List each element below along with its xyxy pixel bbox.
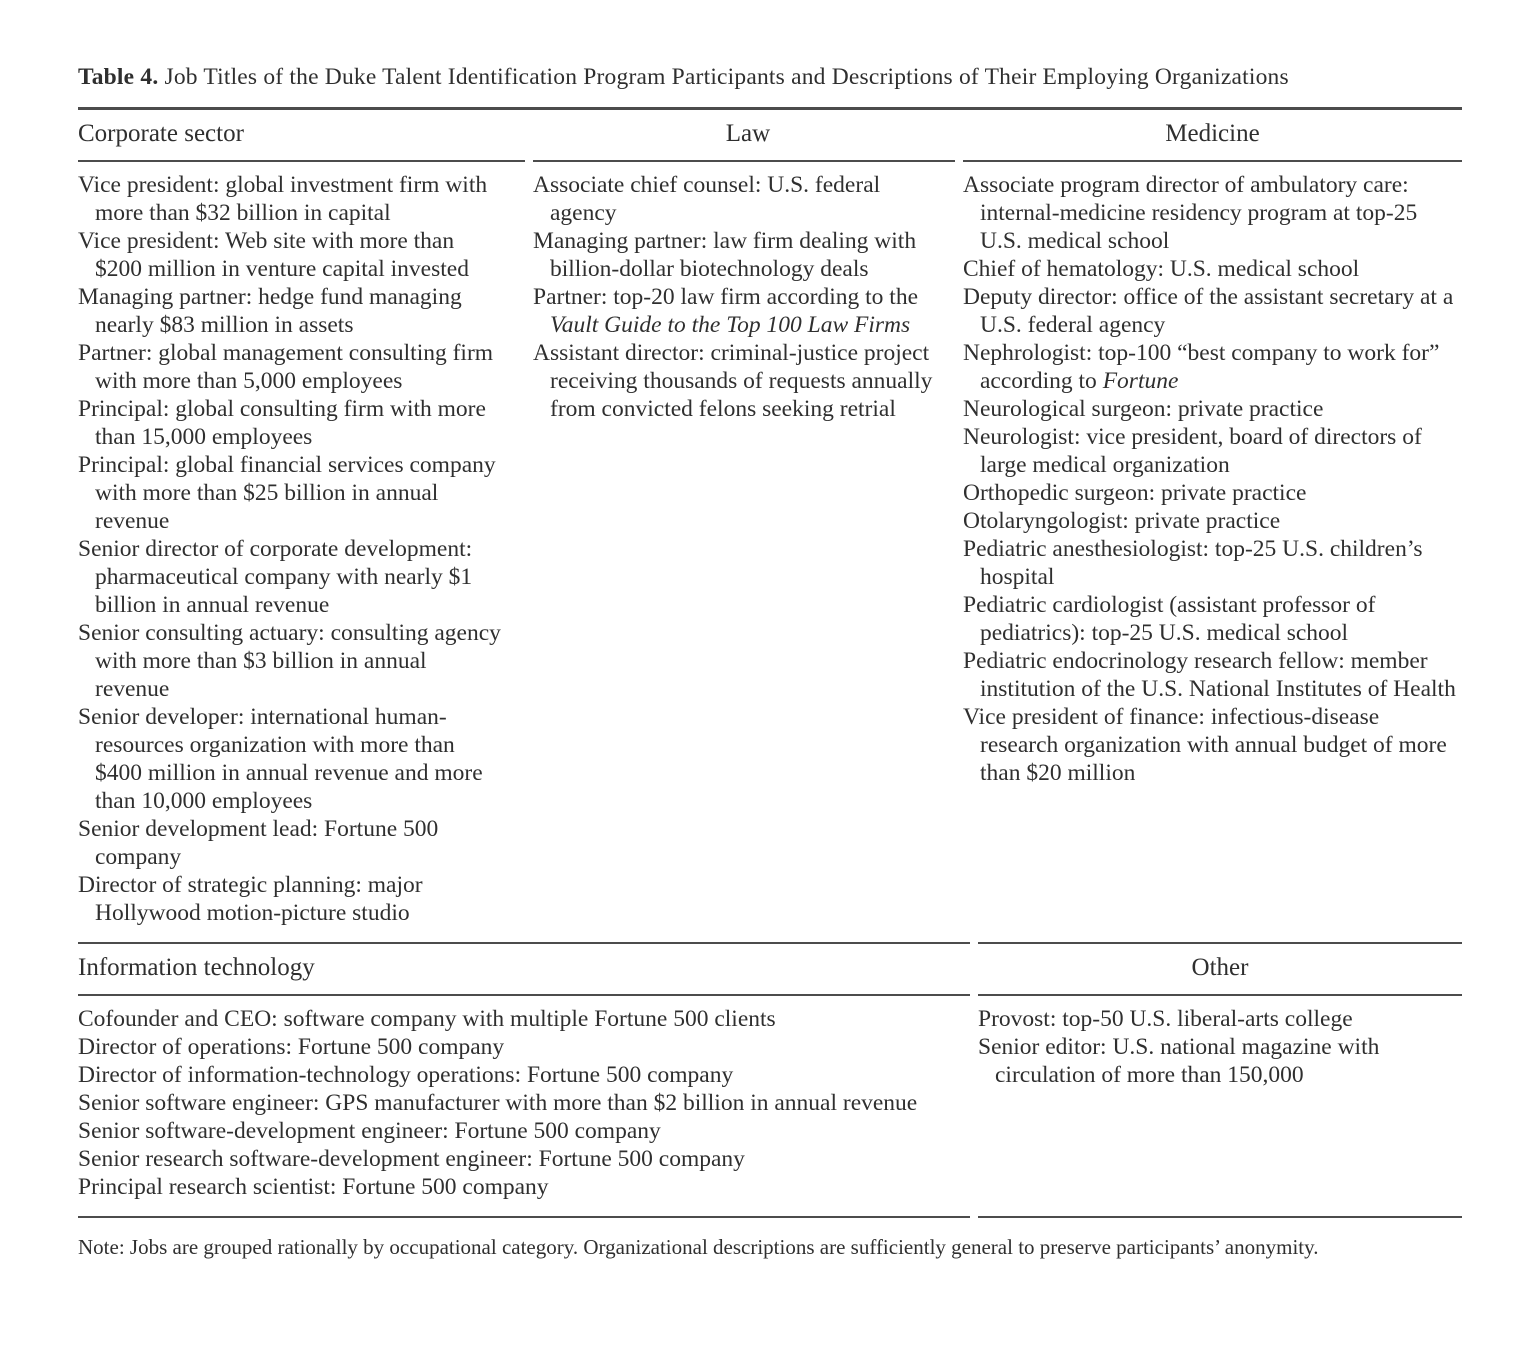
plain-text: Otolaryngologist: private practice <box>963 508 1281 534</box>
plain-text: Neurologist: vice president, board of directors of large medical organization <box>963 424 1422 478</box>
job-list <box>78 171 533 927</box>
rule-segment <box>978 994 1462 996</box>
section-header-row <box>78 110 1462 160</box>
plain-text: Vice president: Web site with more than $200 million in venture capital invested <box>78 228 469 282</box>
job-item <box>78 395 505 451</box>
job-item <box>78 1033 950 1061</box>
column-header: Other <box>1191 954 1249 981</box>
plain-text: Senior consulting actuary: consulting agency with more than $3 billion in annual revenue <box>78 620 501 702</box>
job-item <box>963 171 1462 255</box>
job-item <box>78 1145 950 1173</box>
plain-text: Managing partner: hedge fund managing nearly $83 million in assets <box>78 284 462 338</box>
plain-text: Provost: top-50 U.S. liberal-arts college <box>978 1006 1353 1032</box>
job-item <box>963 339 1462 395</box>
plain-text: Vice president of finance: infectious-disease research organization with annual budget of more than $20 million <box>963 704 1447 786</box>
job-item <box>963 283 1462 339</box>
section-rule <box>78 1216 1462 1218</box>
section-body-row <box>78 162 1462 942</box>
job-item <box>963 703 1462 787</box>
plain-text: Managing partner: law firm dealing with billion-dollar biotechnology deals <box>533 228 917 282</box>
plain-text: Pediatric anesthesiologist: top-25 U.S. children’s hospital <box>963 536 1423 590</box>
section-rule <box>78 994 1462 996</box>
job-item <box>78 619 505 703</box>
section-rule <box>78 160 1462 162</box>
plain-text: Nephrologist: top-100 “best company to work for” according to <box>963 340 1440 394</box>
plain-text: Director of operations: Fortune 500 company <box>78 1034 505 1060</box>
column-header: Law <box>725 120 771 147</box>
job-item <box>78 815 505 871</box>
job-item <box>78 339 505 395</box>
column-header: Information technology <box>78 954 315 981</box>
job-list <box>533 171 963 927</box>
job-item <box>78 1005 950 1033</box>
plain-text: Senior research software-development engineer: Fortune 500 company <box>78 1146 745 1172</box>
job-item <box>963 647 1462 703</box>
job-item <box>963 535 1462 591</box>
plain-text: Senior software-development engineer: Fortune 500 company <box>78 1118 661 1144</box>
column-header: Medicine <box>1165 120 1260 147</box>
job-item <box>533 227 935 283</box>
section-body-row <box>78 996 1462 1216</box>
job-item <box>78 1089 950 1117</box>
table-title <box>78 62 1462 92</box>
table-sections <box>78 110 1462 1218</box>
job-item <box>78 871 505 927</box>
plain-text: Cofounder and CEO: software company with multiple Fortune 500 clients <box>78 1006 776 1032</box>
job-item <box>78 1173 950 1201</box>
job-item <box>978 1033 1462 1089</box>
plain-text: Vice president: global investment firm with more than $32 billion in capital <box>78 172 488 226</box>
section-header-row <box>78 944 1462 994</box>
plain-text: Orthopedic surgeon: private practice <box>963 480 1307 506</box>
job-item <box>963 507 1462 535</box>
job-item <box>963 479 1462 507</box>
job-item <box>78 703 505 815</box>
job-list <box>78 1005 978 1201</box>
plain-text: Senior software engineer: GPS manufacturer with more than $2 billion in annual revenue <box>78 1090 918 1116</box>
rule-segment <box>533 160 955 162</box>
job-item <box>963 423 1462 479</box>
plain-text: Associate chief counsel: U.S. federal agency <box>533 172 881 226</box>
plain-text: Associate program director of ambulatory care: internal-medicine residency program at top-25 U.S. medical school <box>963 172 1418 254</box>
job-item <box>963 591 1462 647</box>
plain-text: Senior director of corporate development: pharmaceutical company with nearly $1 billion in annual revenue <box>78 536 473 618</box>
rule-segment <box>963 160 1462 162</box>
job-item <box>78 1117 950 1145</box>
job-list <box>978 1005 1462 1201</box>
job-list <box>963 171 1462 927</box>
job-item <box>533 339 935 423</box>
italic-text: Fortune <box>1102 368 1179 394</box>
plain-text: Assistant director: criminal-justice project receiving thousands of requests annually from convicted felons seeking retrial <box>533 340 933 422</box>
plain-text: Senior development lead: Fortune 500 company <box>78 816 439 870</box>
plain-text: Senior editor: U.S. national magazine with circulation of more than 150,000 <box>978 1034 1380 1088</box>
plain-text: Neurological surgeon: private practice <box>963 396 1324 422</box>
job-item <box>533 283 935 339</box>
job-item <box>978 1005 1462 1033</box>
plain-text: Deputy director: office of the assistant secretary at a U.S. federal agency <box>963 284 1454 338</box>
column-header: Corporate sector <box>78 120 244 147</box>
plain-text: Principal: global financial services company with more than $25 billion in annual revenue <box>78 452 496 534</box>
plain-text: Principal research scientist: Fortune 500 company <box>78 1174 549 1200</box>
rule-segment <box>78 1216 970 1218</box>
plain-text: Partner: top-20 law firm according to the <box>533 284 919 310</box>
job-item <box>963 255 1462 283</box>
rule-segment <box>978 1216 1462 1218</box>
table-number: Table 4. <box>78 64 159 90</box>
table-note: Note: Jobs are grouped rationally by occupational category. Organizational descriptions are sufficiently general to preserve participants’ anonymity. <box>78 1235 1319 1259</box>
job-item <box>78 1061 950 1089</box>
job-item <box>78 227 505 283</box>
rule-segment <box>78 994 970 996</box>
job-item <box>533 171 935 227</box>
plain-text: Director of strategic planning: major Hollywood motion-picture studio <box>78 872 423 926</box>
plain-text: Partner: global management consulting firm with more than 5,000 employees <box>78 340 494 394</box>
plain-text: Pediatric endocrinology research fellow: member institution of the U.S. National Institutes of Health <box>963 648 1456 702</box>
job-item <box>963 395 1462 423</box>
table-page <box>78 62 1462 1282</box>
job-item <box>78 283 505 339</box>
italic-text: Vault Guide to the Top 100 Law Firms <box>550 312 911 338</box>
section-rule <box>78 942 1462 944</box>
job-item <box>78 535 505 619</box>
plain-text: Principal: global consulting firm with more than 15,000 employees <box>78 396 486 450</box>
plain-text: Chief of hematology: U.S. medical school <box>963 256 1360 282</box>
job-item <box>78 171 505 227</box>
plain-text: Pediatric cardiologist (assistant professor of pediatrics): top-25 U.S. medical school <box>963 592 1376 646</box>
rule-segment <box>978 942 1462 944</box>
job-item <box>78 451 505 535</box>
plain-text: Senior developer: international human-resources organization with more than $400 million in annual revenue and more than 10,000 employees <box>78 704 483 814</box>
plain-text: Director of information-technology operations: Fortune 500 company <box>78 1062 734 1088</box>
table-caption: Job Titles of the Duke Talent Identification Program Participants and Descriptions of Their Employing Organizations <box>164 64 1289 90</box>
rule-segment <box>78 942 970 944</box>
rule-segment <box>78 160 525 162</box>
